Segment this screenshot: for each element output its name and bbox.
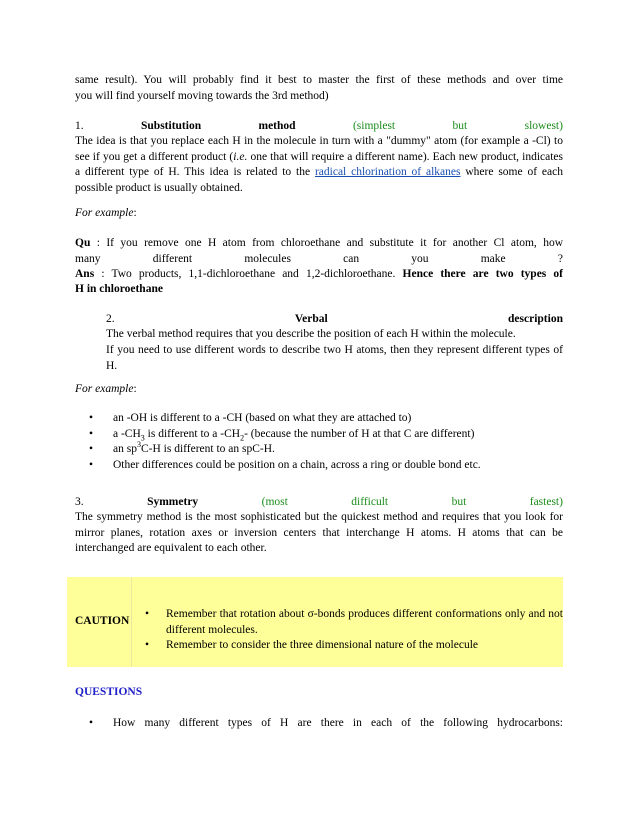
list-item [132, 607, 563, 638]
list-item [75, 427, 563, 443]
example-label-2 [75, 382, 137, 398]
method1-paren-3: slowest) [524, 120, 563, 132]
method2-heading [106, 312, 563, 328]
qu-label: Qu [75, 237, 91, 249]
method3-title: Symmetry [147, 496, 199, 508]
qu-word: make [480, 253, 506, 265]
caution-item-text: Remember to consider the three dimensional nature of the molecule [166, 639, 478, 651]
example-label-text: For example [75, 207, 134, 219]
qu-word: different [152, 253, 193, 265]
method1-word: method [258, 120, 296, 132]
method2-title: Verbal [294, 313, 328, 325]
method3-paren-4: fastest) [529, 496, 563, 508]
ans-bold-a: Hence there are two types of [402, 268, 563, 280]
bullet-text: an sp [113, 443, 137, 455]
method1-body [75, 134, 563, 196]
example-colon: : [133, 383, 137, 395]
caution-box [67, 577, 563, 667]
intro-line-1: same result). You will probably find it best to master the first of these methods and over time [75, 74, 563, 86]
qu-word: can [343, 253, 360, 265]
method3-paren-2: difficult [351, 496, 389, 508]
questions-heading: QUESTIONS [75, 686, 143, 698]
method2-word: description [508, 313, 563, 325]
list-item [75, 716, 563, 732]
qu-word: ? [557, 253, 563, 265]
method1-heading [75, 119, 563, 135]
ans-label: Ans [75, 268, 95, 280]
question-text: How many different types of H are there in each of the following hydrocarbons: [113, 717, 563, 729]
caution-list [132, 607, 563, 654]
method3-paren-1: (most [261, 496, 288, 508]
example-colon: : [133, 207, 137, 219]
caution-label: CAUTION [67, 577, 132, 667]
answer-line-2: H in chloroethane [75, 283, 163, 295]
method1-body-ie: i.e. [233, 150, 248, 163]
method3-number: 3. [75, 496, 84, 508]
superscript: 3 [136, 440, 141, 450]
list-item [75, 411, 563, 427]
method1-body-b: one that will require a different name). Each new product, indicates a different type of H. This idea is related to the [75, 150, 564, 178]
method1-title: Substitution [141, 120, 202, 132]
intro-line-2: you will find yourself moving towards the 3rd method) [75, 90, 329, 102]
caution-item-text: Remember that rotation about σ-bonds produces different conformations only and not different molecules. [166, 608, 563, 636]
method2-body-a: The verbal method requires that you describe the position of each H within the molecule. [106, 328, 516, 340]
bullet-text: an -OH is different to a -CH (based on what they are attached to) [113, 412, 412, 424]
question-line-2 [75, 252, 563, 268]
bullet-text: - (because the number of H at that C are different) [244, 427, 475, 440]
method3-body: The symmetry method is the most sophisticated but the quickest method and requires that you look for mirror planes, rotation axes or inversion centers that interchange H atoms. H atoms that can be interchanged are equivalent to each other. [75, 511, 563, 554]
list-item [132, 638, 563, 654]
bullet-text: a -CH [113, 427, 141, 440]
example-label-text: For example [75, 383, 134, 395]
question-line-1 [75, 236, 563, 252]
method2-number: 2. [106, 313, 115, 325]
list-item [75, 458, 563, 474]
method3-heading [75, 495, 563, 511]
subscript: 3 [140, 432, 145, 442]
answer-line-1 [75, 267, 563, 283]
ans-text: : Two products, 1,1-dichloroethane and 1,2-dichloroethane. [94, 268, 403, 280]
bullet-text: Other differences could be position on a chain, across a ring or double bond etc. [113, 458, 481, 471]
caution-items [132, 577, 563, 667]
method1-number: 1. [75, 120, 84, 132]
method1-paren-2: but [452, 120, 468, 132]
bullet-text: is different to a -CH [144, 427, 241, 440]
list-item [75, 442, 563, 458]
qu-word: molecules [244, 253, 291, 265]
qu-text: : If you remove one H atom from chloroethane and substitute it for another Cl atom, how [90, 237, 563, 249]
method1-body-c: where some of each possible product is usually obtained. [75, 166, 563, 194]
method3-paren-3: but [451, 496, 467, 508]
example-bullet-list [75, 411, 563, 473]
questions-list [75, 716, 563, 732]
example-label-1 [75, 206, 137, 222]
qu-word: many [75, 253, 101, 265]
method1-paren-1: (simplest [352, 120, 396, 132]
method1-body-a: The idea is that you replace each H in the molecule in turn with a "dummy" atom (for example a -Cl) to see if you get a different product ( [75, 135, 563, 163]
qu-word: you [411, 253, 429, 265]
bullet-text: C-H is different to an spC-H. [140, 443, 275, 455]
subscript: 2 [240, 432, 245, 442]
method2-body-b: If you need to use different words to describe two H atoms, then they represent different types of H. [106, 344, 563, 372]
radical-chlorination-link[interactable]: radical chlorination of alkanes [314, 166, 461, 178]
